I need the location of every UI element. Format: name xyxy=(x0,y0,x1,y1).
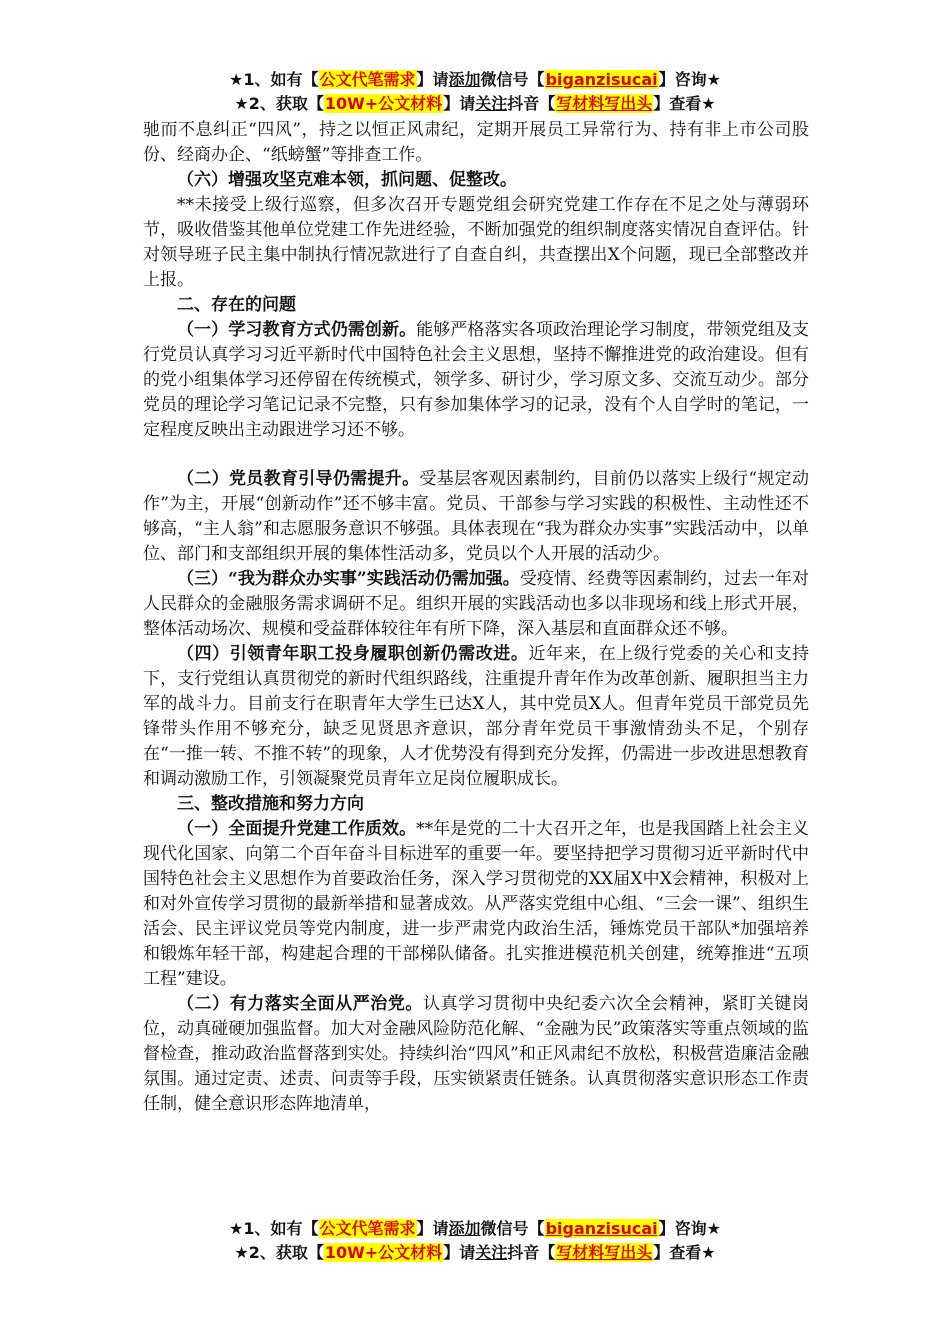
douyin-account-link[interactable]: 写材料写出头 xyxy=(556,1243,653,1262)
highlight-materials: 10W+公文材料 xyxy=(324,94,443,113)
banner-line-1: ★1、如有【公文代笔需求】请添加微信号【biganzisucai】咨询★ xyxy=(229,70,721,89)
highlight-materials: 10W+公文材料 xyxy=(324,1243,443,1262)
highlight-service: 公文代笔需求 xyxy=(319,1219,416,1238)
footer-banner xyxy=(0,1217,950,1265)
header-banner xyxy=(0,68,950,116)
section-heading: 二、存在的问题 xyxy=(177,295,296,315)
subheading: （六）增强攻坚克难本领，抓问题、促整改。 xyxy=(177,170,517,190)
wechat-id-link[interactable]: biganzisucai xyxy=(545,70,658,89)
paragraph: （四）引领青年职工投身履职创新仍需改进。近年来，在上级行党委的关心和支持下，支行党组认真贯彻党的新时代组织路线，注重提升青年作为改革创新、履职担当主力军的战斗力。目前支行在职青年大学生已达X人，其中党员X人。但青年党员干部党员先锋带头作用不够充分，缺乏见贤思齐意识，部分青年党员干事激情劲头不足，个别存在“一推一转、不推不转”的现象，人才优势没有得到充分发挥，仍需进一步改进思想教育和调动激励工作，引领凝聚党员青年立足岗位履职成长。 xyxy=(143,644,810,789)
banner-line-1: ★1、如有【公文代笔需求】请添加微信号【biganzisucai】咨询★ xyxy=(229,1219,721,1238)
spacer xyxy=(143,443,809,467)
wechat-id-link[interactable]: biganzisucai xyxy=(545,1219,658,1238)
douyin-account-link[interactable]: 写材料写出头 xyxy=(556,94,653,113)
paragraph: （三）“我为群众办实事”实践活动仍需加强。受疫情、经费等因素制约，过去一年对人民群众的金融服务需求调研不足。组织开展的实践活动也多以非现场和线上形式开展，整体活动场次、规模和受益群体较往年有所下降，深入基层和直面群众还不够。 xyxy=(143,569,810,639)
paragraph: （二）有力落实全面从严治党。认真学习贯彻中央纪委六次全会精神，紧盯关键岗位，动真碰硬加强监督。加大对金融风险防范化解、“金融为民”政策落实等重点领域的监督检查，推动政治监督落到实处。持续纠治“四风”和正风肃纪不放松，积极营造廉洁金融氛围。通过定责、述责、问责等手段，压实锁紧责任链条。认真贯彻落实意识形态工作责任制，健全意识形态阵地清单， xyxy=(143,994,809,1114)
document-body xyxy=(143,118,809,1117)
paragraph: （一）学习教育方式仍需创新。能够严格落实各项政治理论学习制度，带领党组及支行党员认真学习习近平新时代中国特色社会主义思想，坚持不懈推进党的政治建设。但有的党小组集体学习还停留在传统模式，领学多、研讨少，学习原文多、交流互动少。部分党员的理论学习笔记记录不完整，只有参加集体学习的记录，没有个人自学时的笔记，一定程度反映出主动跟进学习还不够。 xyxy=(143,320,810,440)
paragraph: 驰而不息纠正“四风”，持之以恒正风肃纪，定期开展员工异常行为、持有非上市公司股份、经商办企、“纸螃蟹”等排查工作。 xyxy=(143,120,809,165)
paragraph: （一）全面提升党建工作质效。**年是党的二十大召开之年，也是我国踏上社会主义现代化国家、向第二个百年奋斗目标进军的重要一年。要坚持把学习贯彻习近平新时代中国特色社会主义思想作为首要政治任务，深入学习贯彻党的XX届X中X会精神，积极对上和对外宣传学习贯彻的最新举措和显著成效。从严落实党组中心组、“三会一课”、组织生活会、民主评议党员等党内制度，进一步严肃党内政治生活，锤炼党员干部队*加强培养和锻炼年轻干部，构建起合理的干部梯队储备。扎实推进模范机关创建，统筹推进“五项工程”建设。 xyxy=(143,819,810,989)
highlight-service: 公文代笔需求 xyxy=(319,70,416,89)
banner-line-2: ★2、获取【10W+公文材料】请关注抖音【写材料写出头】查看★ xyxy=(234,1243,716,1262)
paragraph: **未接受上级行巡察，但多次召开专题党组会研究党建工作存在不足之处与薄弱环节，吸收借鉴其他单位党建工作先进经验，不断加强党的组织制度落实情况自查评估。针对领导班子民主集中制执行情况款进行了自查自纠，共查摆出X个问题，现已全部整改并上报。 xyxy=(143,195,809,290)
section-heading: 三、整改措施和努力方向 xyxy=(177,794,364,814)
banner-line-2: ★2、获取【10W+公文材料】请关注抖音【写材料写出头】查看★ xyxy=(234,94,716,113)
paragraph: （二）党员教育引导仍需提升。受基层客观因素制约，目前仍以落实上级行“规定动作”为主，开展“创新动作”还不够丰富。党员、干部参与学习实践的积极性、主动性还不够高，“主人翁”和志愿服务意识不够强。具体表现在“我为群众办实事”实践活动中，以单位、部门和支部组织开展的集体性活动多，党员以个人开展的活动少。 xyxy=(143,469,809,564)
